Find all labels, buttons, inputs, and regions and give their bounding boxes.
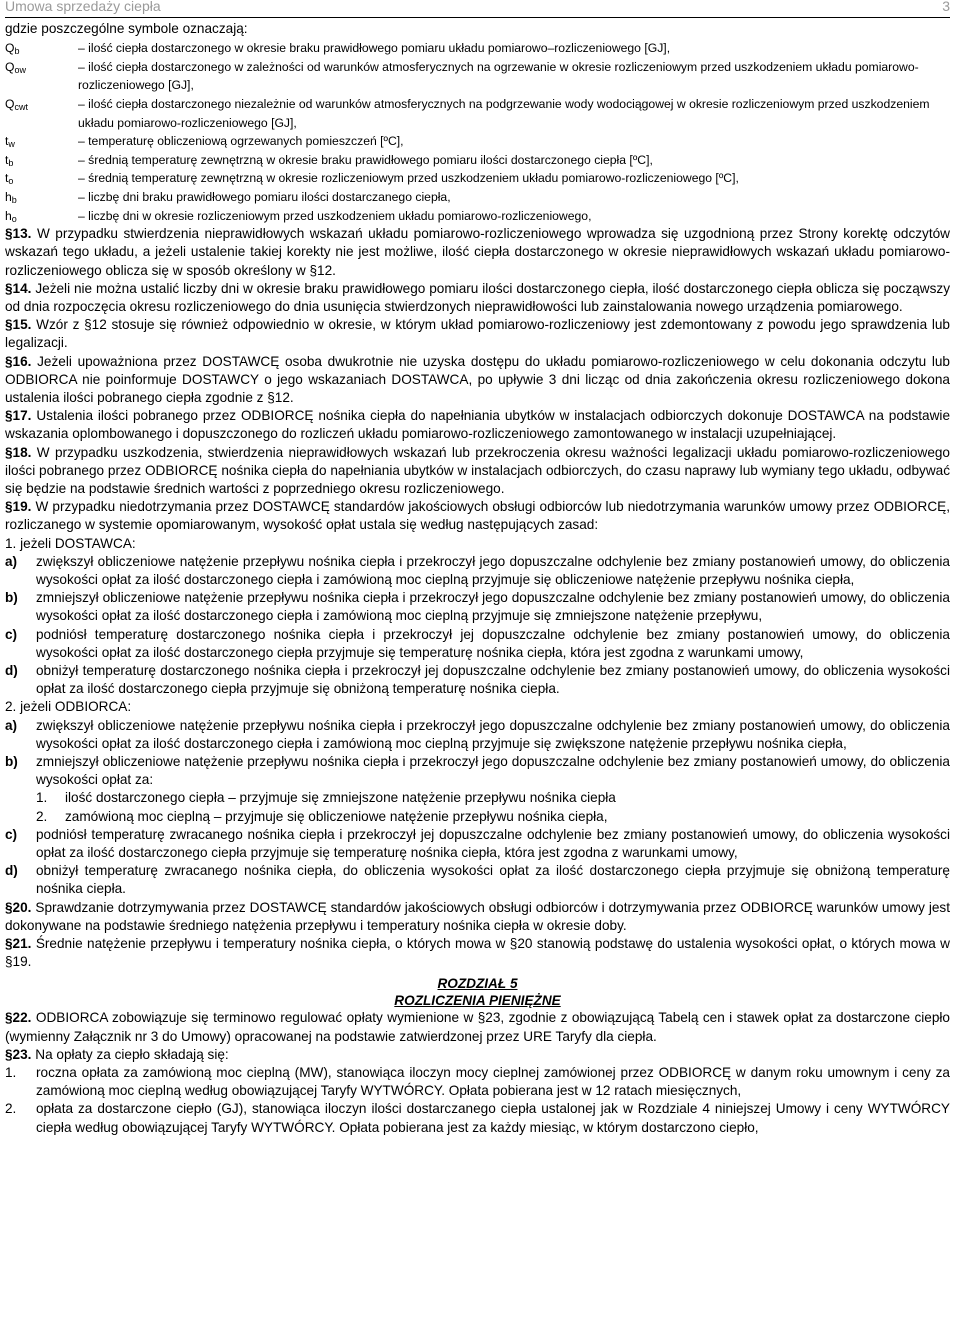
- symbol-subscript: b: [14, 46, 20, 57]
- definition-text: – średnią temperaturę zewnętrzną w okresie rozliczeniowym przed uszkodzeniem układu pomiarowo-rozliczeniowego [ºC],: [78, 171, 739, 186]
- list-text: zmniejszył obliczeniowe natężenie przepływu nośnika ciepła i przekroczył jego dopuszczalne odchylenie bez zmiany postanowień umowy, do obliczenia wysokości opłat za:: [36, 754, 950, 788]
- document-body: [5, 20, 950, 1137]
- sub-list-item: [5, 808, 950, 826]
- definition-item: [5, 188, 950, 207]
- section-1-heading: 1. jeżeli DOSTAWCA:: [5, 535, 136, 551]
- list-text: zwiększył obliczeniowe natężenie przepływu nośnika ciepła i przekroczył jego dopuszczalne odchylenie bez zmiany postanowień umowy, do obliczenia wysokości opłat za ilość dostarczonego ciepła i zamówioną moc cieplną przyjmuje się zwiększone natężenie przepływu nośnika ciepła,: [36, 717, 950, 751]
- symbol-subscript: ow: [14, 64, 26, 75]
- paragraph-15: [5, 316, 950, 352]
- sub-list-item: [5, 789, 950, 807]
- paragraph-text: W przypadku stwierdzenia nieprawidłowych wskazań układu pomiarowo-rozliczeniowego wprowadza się uzgodnioną przez Strony korektę odczytów wskazań tego układu, a jeżeli ustalenie takiej korekty nie jest możliwe, ilość ciepła dostarczonego w okresie nieprawidłowych wskazań układu pomiarowo-rozliczeniowego oblicza się w sposób określony w §12.: [5, 226, 950, 278]
- paragraph-text: ODBIORCA zobowiązuje się terminowo regulować opłaty wymienione w §23, zgodnie z obowiązującą Tabelą cen i stawek opłat za dostarczone ciepło (wymienny Załącznik nr 3 do Umowy) opracowanej na podstawie zatwierdzonej przez URE Taryfy dla ciepła.: [5, 1010, 950, 1044]
- list-label: c): [5, 626, 18, 642]
- list-label: b): [5, 590, 18, 606]
- paragraph-text: Na opłaty za ciepło składają się:: [31, 1046, 229, 1062]
- list-item: [5, 589, 950, 625]
- symbol: h: [5, 189, 12, 204]
- paragraph-number: §15.: [5, 317, 32, 333]
- definition-item: [5, 95, 950, 132]
- list-text: zmniejszył obliczeniowe natężenie przepływu nośnika ciepła i przekroczył jego dopuszczalne odchylenie bez zmiany postanowień umowy, do obliczenia wysokości opłat za ilość dostarczonego ciepła i zamówioną moc cieplną przyjmuje się zmniejszone natężenie przepływu,: [36, 590, 950, 624]
- list-label: c): [5, 826, 18, 842]
- paragraph-text: Ustalenia ilości pobranego przez ODBIORCĘ nośnika ciepła do napełniania ubytków w instalacjach odbiorczych dokonuje DOSTAWCA na podstawie wskazania oplombowanego i dopuszczonego do rozliczeń układu pomiarowo-rozliczeniowego zamontowanego w instalacji uzupełniającej.: [5, 408, 950, 442]
- paragraph-number: §16.: [5, 353, 32, 369]
- paragraph-text: W przypadku niedotrzymania przez DOSTAWCĘ standardów jakościowych obsługi odbiorców lub niedotrzymania warunków umowy przez ODBIORCĘ, rozliczanego w systemie opomiarowanym, wysokość opłat ustala się według następujących zasad:: [5, 499, 950, 533]
- list-label: d): [5, 863, 18, 879]
- paragraph-23: [5, 1046, 950, 1064]
- list-text: roczna opłata za zamówioną moc cieplną (MW), stanowiąca iloczyn mocy cieplnej zamówionej przez ODBIORCĘ w danym roku umownym i ceny za zamówioną moc cieplną według obowiązującej Taryfy WYTWÓRCY. Opłata pobierana jest w 12 ratach miesięcznych,: [36, 1065, 950, 1099]
- paragraph-text: Sprawdzanie dotrzymywania przez DOSTAWCĘ standardów jakościowych obsługi odbiorców i dotrzymywania przez ODBIORCĘ warunków umowy jest dokonywane na podstawie średniego natężenia przepływu i temperatury nośnika ciepła w okresie doby.: [5, 899, 950, 933]
- list-item: [5, 553, 950, 589]
- paragraph-number: §13.: [5, 226, 32, 242]
- list-text: obniżył temperaturę zwracanego nośnika ciepła, do obliczenia wysokości opłat za ilość dostarczonego ciepła przyjmuje się obniżoną temperaturę nośnika ciepła.: [36, 863, 950, 897]
- chapter-heading: [5, 975, 950, 1009]
- list-label: b): [5, 754, 18, 770]
- sub-list-text: ilość dostarczonego ciepła – przyjmuje się zmniejszone natężenie przepływu nośnika ciepła: [65, 790, 616, 806]
- symbol-subscript: cwt: [14, 101, 28, 112]
- paragraph-18: [5, 444, 950, 499]
- list-item: [5, 1100, 950, 1136]
- paragraph-number: §20.: [5, 899, 32, 915]
- list-label: 1.: [5, 1065, 17, 1081]
- paragraph-number: §22.: [5, 1010, 32, 1026]
- paragraph-number: §23.: [5, 1046, 32, 1062]
- paragraph-text: Wzór z §12 stosuje się również odpowiednio w okresie, w którym układ pomiarowo-rozliczeniowy jest zdemontowany z powodu jego sprawdzenia lub legalizacji.: [5, 317, 950, 351]
- definition-text: – liczbę dni braku prawidłowego pomiaru ilości dostarczanego ciepła,: [78, 189, 451, 204]
- paragraph-number: §14.: [5, 280, 32, 296]
- definition-item: [5, 58, 950, 95]
- list-text: zwiększył obliczeniowe natężenie przepływu nośnika ciepła i przekroczył jego dopuszczalne odchylenie bez zmiany postanowień umowy, do obliczenia wysokości opłat za ilość dostarczonego ciepła i zamówioną moc cieplną przyjmuje się obliczeniowe natężenie przepływu nośnika ciepła,: [36, 553, 950, 587]
- symbol: t: [5, 152, 9, 167]
- section-2-heading: 2. jeżeli ODBIORCA:: [5, 699, 132, 715]
- definition-item: [5, 132, 950, 151]
- symbol-subscript: o: [11, 213, 17, 224]
- symbol: t: [5, 171, 9, 186]
- symbol: Q: [5, 41, 15, 56]
- chapter-number: ROZDZIAŁ 5: [437, 976, 518, 992]
- definition-item: [5, 207, 950, 226]
- definition-text: – temperaturę obliczeniową ogrzewanych pomieszczeń [ºC],: [78, 134, 404, 149]
- paragraph-22: [5, 1009, 950, 1045]
- list-item: [5, 662, 950, 698]
- list-label: 2.: [5, 1101, 17, 1117]
- list-text: podniósł temperaturę dostarczonego nośnika ciepła i przekroczył jej dopuszczalne odchylenie bez zmiany postanowień umowy, do obliczenia wysokości opłat za ilość dostarczonego ciepła przyjmuje się temperaturę nośnika ciepła, która jest zgodna z warunkami umowy,: [36, 626, 950, 660]
- definition-item: [5, 169, 950, 188]
- definition-text: – średnią temperaturę zewnętrzną w okresie braku prawidłowego pomiaru ilości dostarczonego ciepła [ºC],: [78, 152, 653, 167]
- paragraph-19: [5, 498, 950, 534]
- paragraph-13: [5, 225, 950, 280]
- list-item: [5, 626, 950, 662]
- list-label: d): [5, 663, 18, 679]
- list-item: [5, 717, 950, 753]
- list-item: [5, 1064, 950, 1100]
- paragraph-text: Średnie natężenie przepływu i temperatury nośnika ciepła, o których mowa w §20 stanowią podstawę do ustalenia wysokości opłat, o których mowa w §19.: [5, 936, 950, 970]
- list-label: a): [5, 717, 18, 733]
- paragraph-number: §21.: [5, 936, 32, 952]
- definition-text: – ilość ciepła dostarczonego niezależnie od warunków atmosferycznych na podgrzewanie wody wodociągowej w okresie rozliczeniowym przed uszkodzeniem układu pomiarowo-rozliczeniowego [GJ],: [78, 96, 930, 130]
- sub-list-text: zamówioną moc cieplną – przyjmuje się obliczeniowe natężenie przepływu nośnika ciepła,: [65, 808, 608, 824]
- symbol: h: [5, 208, 12, 223]
- paragraph-text: Jeżeli upoważniona przez DOSTAWCĘ osoba dwukrotnie nie uzyska dostępu do układu pomiarowo-rozliczeniowego w celu dokonania odczytu lub ODBIORCA nie poinformuje DOSTAWCY o jego wskazaniach DOSTAWCA, po upływie 3 dni licząc od dnia zakończenia okresu rozliczeniowego dokona ustalenia ilości pobranego ciepła zgodnie z §12.: [5, 353, 950, 405]
- symbol: Q: [5, 59, 15, 74]
- definition-item: [5, 151, 950, 170]
- paragraph-20: [5, 899, 950, 935]
- paragraph-text: W przypadku uszkodzenia, stwierdzenia nieprawidłowych wskazań lub przekroczenia okresu ważności legalizacji układu pomiarowo-rozliczeniowego ilości pobranego przez ODBIORCĘ nośnika ciepła do napełniania ubytków w instalacjach odbiorczych, do czasu naprawy lub wymiany tego układu, odbywać się będzie na podstawie średnich wartości z poprzedniego okresu rozliczeniowego.: [5, 444, 950, 496]
- paragraph-number: §19.: [5, 499, 32, 515]
- symbol-subscript: b: [8, 157, 14, 168]
- list-label: a): [5, 553, 18, 569]
- symbol-subscript: b: [11, 194, 17, 205]
- sub-list-label: 1.: [36, 790, 48, 806]
- list-item: [5, 862, 950, 898]
- list-text: obniżył temperaturę dostarczonego nośnika ciepła i przekroczył jej dopuszczalne odchylenie bez zmiany postanowień umowy, do obliczenia wysokości opłat za ilość dostarczonego ciepła przyjmuje się obniżoną temperaturę nośnika ciepła.: [36, 663, 950, 697]
- paragraph-number: §18.: [5, 444, 32, 460]
- paragraph-text: Jeżeli nie można ustalić liczby dni w okresie braku prawidłowego pomiaru ilości dostarczonego ciepła, ilość dostarczonego ciepła oblicza się począwszy od dnia rozpoczęcia okresu rozliczeniowego do dnia usunięcia stwierdzonych nieprawidłowości lub zainstalowania nowego urządzenia pomiarowego.: [5, 280, 950, 314]
- paragraph-14: [5, 280, 950, 316]
- paragraph-17: [5, 407, 950, 443]
- definitions-list: [5, 39, 950, 225]
- list-text: podniósł temperaturę zwracanego nośnika ciepła i przekroczył jej dopuszczalne odchylenie bez zmiany postanowień umowy, do obliczenia wysokości opłat za ilość dostarczonego ciepła przyjmuje się temperaturę nośnika ciepła, która jest zgodna z warunkami umowy,: [36, 826, 950, 861]
- list-text: opłata za dostarczone ciepło (GJ), stanowiąca iloczyn ilości dostarczanego ciepła ustalonej jak w Rozdziale 4 niniejszej Umowy i ceny WYTWÓRCY ciepła według obowiązującej Taryfy WYTWÓRCY. Opłata pobierana jest za każdy miesiąc, w którym dostarczono ciepło,: [36, 1101, 950, 1135]
- symbol: t: [5, 134, 9, 149]
- definition-item: [5, 39, 950, 58]
- definition-text: – ilość ciepła dostarczonego w zależności od warunków atmosferycznych na ogrzewanie w okresie rozliczeniowym przed uszkodzeniem układu pomiarowo- rozliczeniowego [GJ],: [78, 59, 919, 93]
- list-item: [5, 826, 950, 862]
- symbol: Q: [5, 96, 15, 111]
- paragraph-number: §17.: [5, 408, 32, 424]
- symbol-subscript: w: [8, 139, 15, 150]
- chapter-title: ROZLICZENIA PIENIĘŻNE: [394, 993, 561, 1009]
- definition-text: – liczbę dni w okresie rozliczeniowym przed uszkodzeniem układu pomiarowo-rozliczeniowego,: [78, 208, 592, 223]
- paragraph-16: [5, 353, 950, 408]
- header-title: Umowa sprzedaży ciepła: [5, 0, 161, 14]
- page-header: [5, 0, 950, 18]
- definition-text: – ilość ciepła dostarczonego w okresie braku prawidłowego pomiaru układu pomiarowo–rozliczeniowego [GJ],: [78, 41, 671, 56]
- sub-list-label: 2.: [36, 808, 48, 824]
- symbol-subscript: o: [8, 176, 14, 187]
- definitions-intro: gdzie poszczególne symbole oznaczają:: [5, 21, 248, 36]
- list-item: [5, 753, 950, 789]
- page-number: 3: [942, 0, 950, 14]
- paragraph-21: [5, 935, 950, 971]
